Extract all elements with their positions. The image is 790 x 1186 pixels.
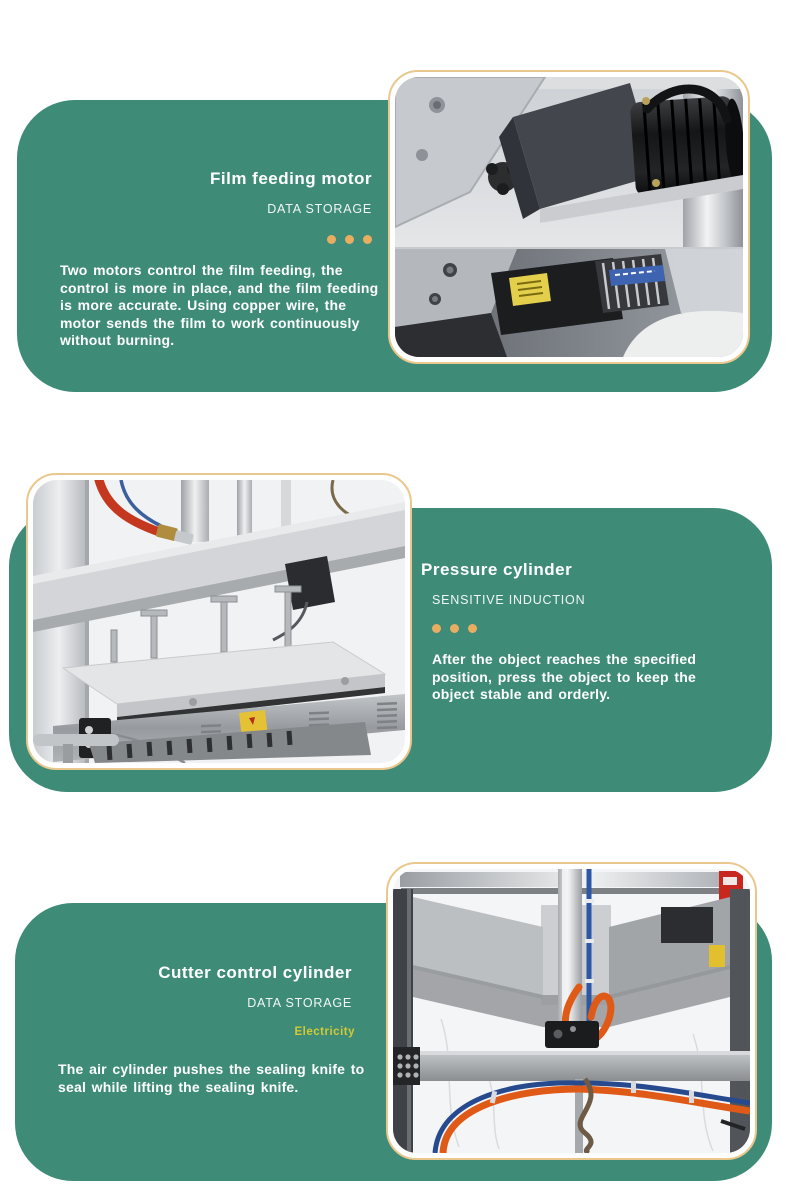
film-feeding-motor-photo [388,70,750,364]
film-feeding-motor-image [395,77,743,357]
section-subtitle: SENSITIVE INDUCTION [432,593,586,607]
section-subtitle: DATA STORAGE [247,996,352,1010]
dot-icon [363,235,372,244]
section-description: The air cylinder pushes the sealing knife to seal while lifting the sealing knife. [58,1061,365,1095]
section-description: After the object reaches the specified position, press the object to keep the object stable and orderly. [432,651,697,702]
section-title: Pressure cylinder [421,560,573,579]
pressure-cylinder-photo [26,473,412,770]
section-title: Cutter control cylinder [158,963,352,982]
decorative-dots [432,624,477,633]
cutter-control-cylinder-image [393,869,750,1153]
cutter-control-cylinder-photo [386,862,757,1160]
electricity-tag: Electricity [294,1026,355,1038]
section-title: Film feeding motor [210,169,372,188]
dot-icon [450,624,459,633]
pressure-cylinder-image [33,480,405,763]
dot-icon [468,624,477,633]
dot-icon [327,235,336,244]
section-subtitle: DATA STORAGE [267,202,372,216]
dot-icon [345,235,354,244]
section-description: Two motors control the film feeding, the control is more in place, and the film feeding is more accurate. Using copper wire, the motor sends the film to work continuously without burning. [60,262,379,348]
dot-icon [432,624,441,633]
decorative-dots [60,235,372,244]
